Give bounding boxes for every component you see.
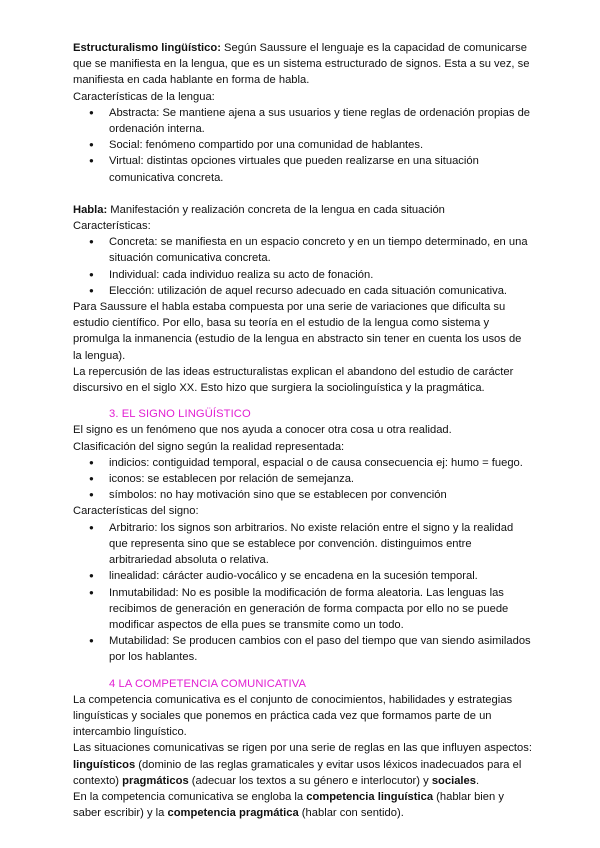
- competencia-heading: 4 LA COMPETENCIA COMUNICATIVA: [109, 677, 307, 690]
- repercusion-paragraph: La repercusión de las ideas estructuralistas explican el abandono del estudio de carácter discursivo en el siglo XX. Esto hizo que surgiera la sociolinguística y la pragmática.: [73, 365, 514, 395]
- list-item: ● Social: fenómeno compartido por una comunidad de hablantes.: [109, 137, 533, 153]
- pragmaticos-text: (adecuar los textos a su género e interlocutor) y: [188, 774, 432, 787]
- signo-heading: 3. EL SIGNO LINGÜÍSTICO: [109, 408, 251, 421]
- linguisticos-term: linguísticos: [73, 758, 136, 771]
- signo-intro: El signo es un fenómeno que nos ayuda a conocer otra cosa u otra realidad.: [73, 424, 452, 437]
- saussure-paragraph: Para Saussure el habla estaba compuesta por una serie de variaciones que dificulta su estudio científico. Por ello, basa su teoría en el estudio de la lengua como sistema y promulga la inmanencia (estudio de la lengua en abstracto sin tener en cuenta los usos de la lengua).: [73, 301, 522, 362]
- linguisticos-text: (dominio de las reglas gramaticales y evitar usos léxicos inadecuados para el contexto): [73, 758, 522, 787]
- document-page: [73, 40, 533, 821]
- habla-characteristics-list: [73, 234, 533, 299]
- habla-characteristics-label: Características:: [73, 220, 151, 233]
- list-item: ● indicios: contiguidad temporal, espacial o de causa consecuencia ej: humo = fuego.: [109, 455, 533, 471]
- signo-classification-list: [73, 455, 533, 504]
- competencia-paragraph-2: [73, 740, 533, 789]
- habla-paragraph: [73, 202, 533, 218]
- list-item: ● Inmutabilidad: No es posible la modificación de forma aleatoria. Las lenguas las recibimos de generación en generación de forma compacta por ello no se puede modificar aspectos de ella pues se transmite como un todo.: [109, 585, 533, 634]
- competencia-paragraph-3: [73, 789, 533, 821]
- competencia-pragmatica-term: competencia pragmática: [167, 807, 299, 820]
- estructuralismo-paragraph: [73, 40, 533, 89]
- para3-lead: En la competencia comunicativa se engloba la: [73, 790, 307, 803]
- competencia-linguistica-term: competencia linguística: [306, 790, 434, 803]
- habla-definition: Manifestación y realización concreta de la lengua en cada situación: [107, 203, 445, 216]
- competencia-paragraph-1: La competencia comunicativa es el conjunto de conocimientos, habilidades y estrategias linguísticas y sociales que ponemos en práctica cada vez que formamos parte de un intercambio linguístico.: [73, 693, 513, 739]
- list-item: ● Elección: utilización de aquel recurso adecuado en cada situación comunicativa.: [109, 283, 533, 299]
- list-item: ● Individual: cada individuo realiza su acto de fonación.: [109, 267, 533, 283]
- para2-lead: Las situaciones comunicativas se rigen por una serie de reglas en las que influyen aspectos:: [73, 742, 532, 755]
- lengua-characteristics-label: Características de la lengua:: [73, 90, 215, 103]
- list-item: ● Abstracta: Se mantiene ajena a sus usuarios y tiene reglas de ordenación propias de ordenación interna.: [109, 105, 533, 137]
- competencia-linguistica-text: (hablar bien y saber escribir) y la: [73, 790, 504, 820]
- list-item: ● Mutabilidad: Se producen cambios con el paso del tiempo que van siendo asimilados por los hablantes.: [109, 633, 533, 665]
- signo-classification-label: Clasificación del signo según la realidad representada:: [73, 440, 345, 453]
- list-item: ● símbolos: no hay motivación sino que se establecen por convención: [109, 487, 533, 503]
- list-item: ● iconos: se establecen por relación de semejanza.: [109, 471, 533, 487]
- list-item: ● Concreta: se manifiesta en un espacio concreto y en un tiempo determinado, en una situación comunicativa concreta.: [109, 234, 533, 266]
- estructuralismo-definition: Según Saussure el lenguaje es la capacidad de comunicarse que se manifiesta en la lengua, que es un sistema estructurado de signos. Esta a su vez, se manifiesta en cada hablante en forma de habla.: [73, 42, 530, 87]
- signo-characteristics-label: Características del signo:: [73, 505, 199, 518]
- habla-term: Habla:: [73, 203, 108, 216]
- estructuralismo-term: Estructuralismo lingüístico:: [73, 42, 221, 54]
- list-item: ● linealidad: cárácter audio-vocálico y se encadena en la sucesión temporal.: [109, 568, 533, 584]
- list-item: ● Virtual: distintas opciones virtuales que pueden realizarse en una situación comunicativa concreta.: [109, 153, 533, 185]
- sociales-term: sociales: [431, 774, 476, 787]
- lengua-characteristics-list: [73, 105, 533, 186]
- signo-characteristics-list: [73, 520, 533, 666]
- competencia-pragmatica-text: (hablar con sentido).: [298, 807, 404, 820]
- sociales-text: .: [476, 774, 480, 787]
- pragmaticos-term: pragmáticos: [122, 774, 189, 787]
- list-item: ● Arbitrario: los signos son arbitrarios. No existe relación entre el signo y la realidad que representa sino que se establece por convención. distinguimos entre arbitrariedad absoluta o relativa.: [109, 520, 533, 569]
